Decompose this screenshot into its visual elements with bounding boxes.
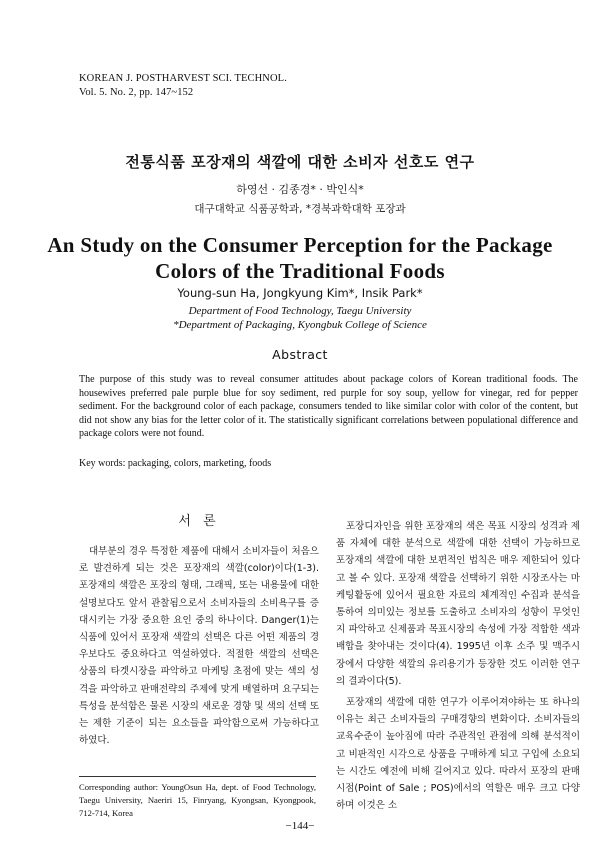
paragraph: 포장디자인을 위한 포장재의 색은 목표 시장의 성격과 제품 자체에 대한 분석으로 색깔에 대한 선택이 가능하므로 포장재의 색깔에 대한 보편적인 법칙은 매우 제한되어 있다고 볼 수 있다. 포장재 색깔을 선택하기 위한 시장조사는 마케팅활동에 있어서 필요한 자료의 체계적인 수집과 분석을 통하여 의미있는 정보를 도출하고 소비자의 성향이 무엇인지 파악하고 신제품과 목표시장의 속성에 가장 적합한 색과 배합을 찾아내는 것이다(4). 1995년 이후 소주 및 맥주시장에서 다양한 색깔의 유리용기가 등장한 것도 이러한 연구의 결과이다(5). <box>336 521 580 687</box>
affiliation-line-2: *Department of Packaging, Kyongbuk College of Science <box>173 319 427 331</box>
right-column <box>336 518 580 814</box>
keywords <box>79 458 271 469</box>
korean-authors: 하영선 · 김종경* · 박인식* <box>236 183 364 196</box>
english-title: An Study on the Consumer Perception for the Package Colors of the Traditional Foods <box>47 233 553 283</box>
page-number: −144− <box>285 820 315 832</box>
korean-title: 전통식품 포장재의 색깔에 대한 소비자 선호도 연구 <box>125 153 475 171</box>
affiliation-line-1: Department of Food Technology, Taegu University <box>188 305 412 317</box>
corresponding-author-footnote: Corresponding author: YoungOsun Ha, dept. of Food Technology, Taegu University, Naeriri 15, Finryang, Kyongsan, Kyongpook, 712-714, Korea <box>79 782 316 819</box>
left-column <box>79 510 319 749</box>
intro-paragraphs-right <box>336 518 580 814</box>
paragraph: 포장재의 색깔에 대한 연구가 이루어져야하는 또 하나의 이유는 최근 소비자들의 구매경향의 변화이다. 소비자들의 교육수준이 높아짐에 따라 주관적인 관점에 의해 분석적이고 비판적인 시각으로 상품을 구매하게 되고 구입에 소요되는 시간도 예전에 비해 길어지고 있다. 따라서 포장의 판매시점(Point of Sale ; POS)에서의 역할은 매우 크고 다양하며 이것은 소 <box>336 697 580 812</box>
keywords-list: : packaging, colors, marketing, foods <box>122 458 272 469</box>
korean-affiliation: 대구대학교 식품공학과, *경북과학대학 포장과 <box>194 203 406 215</box>
footnote-divider <box>79 776 316 777</box>
journal-name: KOREAN J. POSTHARVEST SCI. TECHNOL. <box>79 73 287 84</box>
abstract-heading: Abstract <box>272 347 328 362</box>
abstract-text: The purpose of this study was to reveal consumer attitudes about package colors of Korean traditional foods. The housewives preferred pale purple blue for soy sediment, red purple for soy soup, yellow for vinegar, red for pepper sediment. For the background color of each package, consumers tended to like similar color with color of the content, but did not show any bias for the letter color of it. The statistically significant correlations between populational difference and package colors were not found. <box>79 374 578 440</box>
paragraph: 대부분의 경우 특정한 제품에 대해서 소비자들이 처음으로 발견하게 되는 것은 포장재의 색깔(color)이다(1-3). 포장재의 색깔은 포장의 형태, 그래픽, 또는 내용물에 대한 설명보다도 앞서 관찰됨으로서 소비자들의 소비욕구를 증대시키는 가장 중요한 요인 중의 하나이다. Danger(1)는 식품에 있어서 포장재 색깔의 선택은 다른 어떤 제품의 경우보다도 중요하다고 역설하였다. 적절한 색깔의 선택은 상품의 타겟시장을 파악하고 마케팅 초점에 맞는 색의 성격을 파악하고 판매전략의 주제에 맞게 배열하며 요구되는 특성을 분석함은 물론 시장의 새로운 경향 및 색의 선택 또는 제한 기준이 되는 요소들을 파악함으로써 가능하다고 하였다. <box>79 546 319 747</box>
journal-volume: Vol. 5. No. 2, pp. 147~152 <box>79 87 194 98</box>
intro-paragraph-left <box>79 543 319 749</box>
journal-header <box>79 72 287 100</box>
section-heading-intro: 서 론 <box>178 514 220 529</box>
keywords-label: Key words <box>79 458 123 469</box>
english-affiliation <box>0 304 600 332</box>
english-authors: Young-sun Ha, Jongkyung Kim*, Insik Park* <box>177 286 423 300</box>
